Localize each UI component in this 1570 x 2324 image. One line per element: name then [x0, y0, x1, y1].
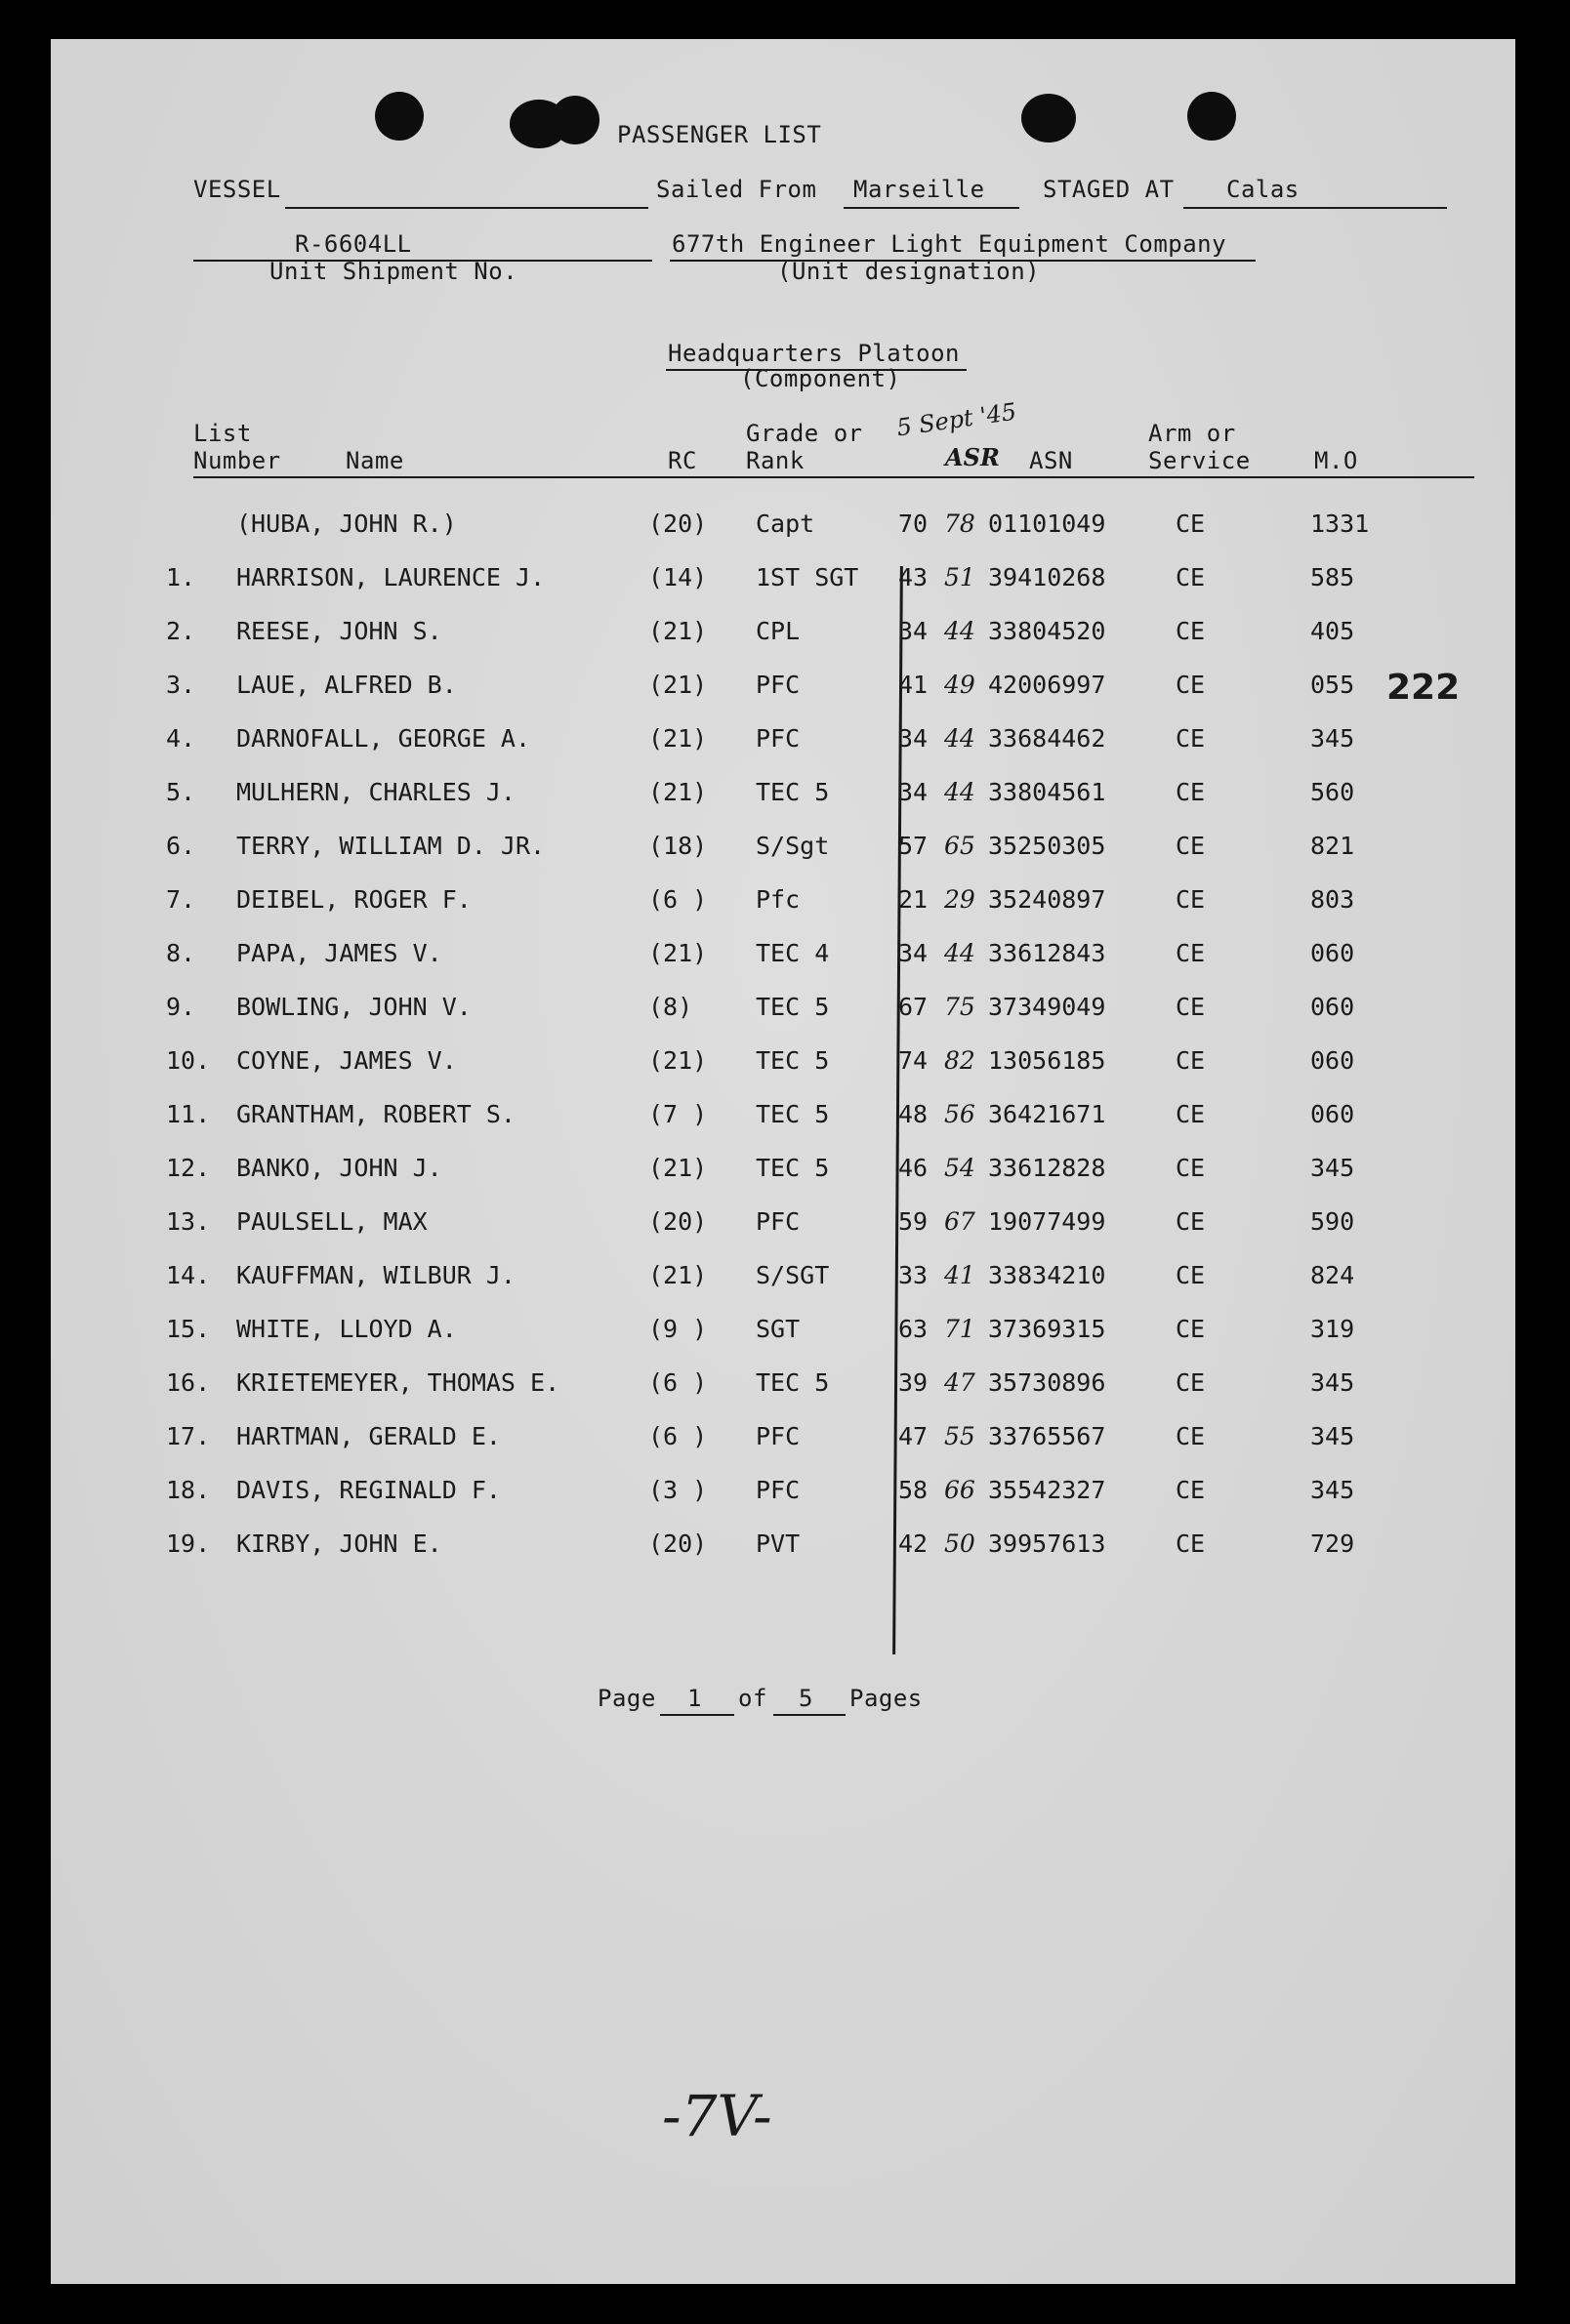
asr-score: 48 [898, 1100, 929, 1128]
asn-number: 37349049 [988, 993, 1106, 1021]
mos-code: 821 [1310, 832, 1355, 860]
asn-number: 13056185 [988, 1046, 1106, 1075]
asr-handwritten: 50 [944, 1529, 975, 1558]
passenger-name: KRIETEMEYER, THOMAS E. [236, 1368, 560, 1397]
rc-code: (7 ) [648, 1100, 708, 1128]
list-number: 16. [166, 1368, 211, 1397]
table-row [51, 1100, 1515, 1135]
component-label: (Component) [740, 365, 901, 392]
punch-hole [375, 92, 424, 141]
staged-at-underline [1183, 207, 1447, 209]
asn-number: 35240897 [988, 885, 1106, 914]
arm-service: CE [1176, 832, 1206, 860]
unit-shipment-value: R-6604LL [295, 230, 412, 258]
asr-handwritten: 44 [944, 939, 975, 967]
asr-handwritten: 75 [944, 993, 975, 1021]
passenger-name: BANKO, JOHN J. [236, 1154, 442, 1182]
pages-label: Pages [849, 1685, 923, 1712]
asn-number: 33684462 [988, 724, 1106, 753]
col-grade-bottom: Rank [746, 447, 805, 474]
grade-rank: 1ST SGT [756, 563, 859, 591]
asr-score: 34 [898, 617, 929, 645]
asn-number: 37369315 [988, 1315, 1106, 1343]
mos-code: 590 [1310, 1207, 1355, 1236]
mos-code: 060 [1310, 993, 1355, 1021]
rc-code: (21) [648, 724, 708, 753]
rc-code: (14) [648, 563, 708, 591]
list-number: 15. [166, 1315, 211, 1343]
asn-number: 33834210 [988, 1261, 1106, 1289]
table-row [51, 1422, 1515, 1457]
asr-handwritten: 49 [944, 671, 975, 699]
asr-score: 57 [898, 832, 929, 860]
asr-score: 41 [898, 671, 929, 699]
rc-code: (21) [648, 1154, 708, 1182]
mos-code: 345 [1310, 1154, 1355, 1182]
list-number: 19. [166, 1529, 211, 1558]
asr-score: 70 [898, 510, 929, 538]
table-row [51, 993, 1515, 1028]
arm-service: CE [1176, 1368, 1206, 1397]
asr-score: 34 [898, 778, 929, 806]
asr-handwritten: 54 [944, 1154, 975, 1182]
mos-code: 405 [1310, 617, 1355, 645]
col-number: Number [193, 447, 281, 474]
asr-handwritten: 78 [944, 510, 975, 538]
table-row [51, 939, 1515, 974]
arm-service: CE [1176, 724, 1206, 753]
rc-code: (20) [648, 1207, 708, 1236]
asr-score: 74 [898, 1046, 929, 1075]
bottom-handwritten-mark: -7V- [662, 2083, 772, 2149]
list-number: 2. [166, 617, 196, 645]
grade-rank: SGT [756, 1315, 801, 1343]
grade-rank: S/Sgt [756, 832, 830, 860]
asr-handwritten: 47 [944, 1368, 975, 1397]
table-row [51, 1261, 1515, 1296]
table-row [51, 1046, 1515, 1081]
asr-handwritten: 56 [944, 1100, 975, 1128]
grade-rank: CPL [756, 617, 801, 645]
unit-designation-label: (Unit designation) [777, 258, 1041, 285]
table-row [51, 778, 1515, 813]
mos-code: 345 [1310, 1368, 1355, 1397]
list-number: 4. [166, 724, 196, 753]
col-list: List [193, 420, 252, 447]
list-number: 17. [166, 1422, 211, 1450]
mos-code: 060 [1310, 939, 1355, 967]
table-row [51, 510, 1515, 545]
unit-shipment-label: Unit Shipment No. [269, 258, 518, 285]
sailed-from-underline [844, 207, 1019, 209]
header-rule [193, 476, 1474, 478]
asn-number: 19077499 [988, 1207, 1106, 1236]
passenger-name: REESE, JOHN S. [236, 617, 442, 645]
table-row [51, 1315, 1515, 1350]
rc-code: (21) [648, 1046, 708, 1075]
arm-service: CE [1176, 1529, 1206, 1558]
arm-service: CE [1176, 1100, 1206, 1128]
arm-service: CE [1176, 1422, 1206, 1450]
total-pages-underline [773, 1714, 846, 1716]
total-pages: 5 [799, 1685, 813, 1712]
passenger-name: DARNOFALL, GEORGE A. [236, 724, 531, 753]
asr-handwritten: 51 [944, 563, 975, 591]
arm-service: CE [1176, 885, 1206, 914]
staged-at-value: Calas [1226, 176, 1300, 203]
grade-rank: PFC [756, 1207, 801, 1236]
arm-service: CE [1176, 1154, 1206, 1182]
mos-code: 060 [1310, 1046, 1355, 1075]
passenger-name: HARRISON, LAURENCE J. [236, 563, 546, 591]
passenger-name: COYNE, JAMES V. [236, 1046, 457, 1075]
grade-rank: PVT [756, 1529, 801, 1558]
grade-rank: TEC 5 [756, 1100, 830, 1128]
page-number-underline [660, 1714, 734, 1716]
arm-service: CE [1176, 510, 1206, 538]
mos-code: 729 [1310, 1529, 1355, 1558]
asr-handwritten: 66 [944, 1476, 975, 1504]
asr-handwritten: 55 [944, 1422, 975, 1450]
table-row [51, 724, 1515, 759]
mos-code: 319 [1310, 1315, 1355, 1343]
table-row [51, 617, 1515, 652]
arm-service: CE [1176, 778, 1206, 806]
passenger-name: MULHERN, CHARLES J. [236, 778, 516, 806]
rc-code: (21) [648, 671, 708, 699]
punch-hole [1187, 92, 1236, 141]
list-number: 10. [166, 1046, 211, 1075]
arm-service: CE [1176, 563, 1206, 591]
mos-code: 560 [1310, 778, 1355, 806]
list-number: 13. [166, 1207, 211, 1236]
asr-handwritten: 82 [944, 1046, 975, 1075]
table-row [51, 671, 1515, 706]
mos-code: 803 [1310, 885, 1355, 914]
asr-score: 43 [898, 563, 929, 591]
asn-number: 33612828 [988, 1154, 1106, 1182]
list-number: 6. [166, 832, 196, 860]
arm-service: CE [1176, 617, 1206, 645]
rc-code: (18) [648, 832, 708, 860]
unit-designation-value: 677th Engineer Light Equipment Company [672, 230, 1227, 258]
table-row [51, 1368, 1515, 1404]
asr-handwritten: 65 [944, 832, 975, 860]
arm-service: CE [1176, 939, 1206, 967]
grade-rank: TEC 5 [756, 1046, 830, 1075]
rc-code: (21) [648, 1261, 708, 1289]
rc-code: (6 ) [648, 885, 708, 914]
asn-number: 36421671 [988, 1100, 1106, 1128]
col-asr: ASR [945, 443, 1000, 471]
col-arm-top: Arm or [1148, 420, 1236, 447]
mos-code: 585 [1310, 563, 1355, 591]
page-label: Page [598, 1685, 656, 1712]
arm-service: CE [1176, 1207, 1206, 1236]
table-row [51, 885, 1515, 920]
grade-rank: PFC [756, 724, 801, 753]
list-number: 18. [166, 1476, 211, 1504]
arm-service: CE [1176, 993, 1206, 1021]
mos-code: 345 [1310, 1476, 1355, 1504]
mos-code: 055 [1310, 671, 1355, 699]
rc-code: (21) [648, 778, 708, 806]
of-label: of [738, 1685, 767, 1712]
rc-code: (6 ) [648, 1422, 708, 1450]
rc-code: (9 ) [648, 1315, 708, 1343]
table-row [51, 563, 1515, 598]
rc-code: (21) [648, 939, 708, 967]
col-grade-top: Grade or [746, 420, 863, 447]
grade-rank: Capt [756, 510, 815, 538]
rc-code: (8) [648, 993, 693, 1021]
staged-at-label: STAGED AT [1043, 176, 1175, 203]
rc-code: (20) [648, 510, 708, 538]
mos-code: 1331 [1310, 510, 1370, 538]
passenger-name: PAULSELL, MAX [236, 1207, 428, 1236]
list-number: 14. [166, 1261, 211, 1289]
asn-number: 33765567 [988, 1422, 1106, 1450]
passenger-name: DAVIS, REGINALD F. [236, 1476, 501, 1504]
grade-rank: TEC 5 [756, 778, 830, 806]
vessel-underline [285, 207, 648, 209]
grade-rank: S/SGT [756, 1261, 830, 1289]
passenger-name: GRANTHAM, ROBERT S. [236, 1100, 516, 1128]
table-row [51, 1529, 1515, 1565]
asr-score: 39 [898, 1368, 929, 1397]
list-number: 5. [166, 778, 196, 806]
table-row [51, 1476, 1515, 1511]
mos-code: 345 [1310, 724, 1355, 753]
document-title: PASSENGER LIST [617, 121, 822, 148]
col-asr-note: 5 Sept '45 [894, 397, 1018, 442]
asr-score: 21 [898, 885, 929, 914]
table-row [51, 832, 1515, 867]
asn-number: 33804520 [988, 617, 1106, 645]
asn-number: 35730896 [988, 1368, 1106, 1397]
sailed-from-label: Sailed From [656, 176, 817, 203]
passenger-name: KAUFFMAN, WILBUR J. [236, 1261, 516, 1289]
asr-score: 58 [898, 1476, 929, 1504]
asr-score: 63 [898, 1315, 929, 1343]
asr-handwritten: 44 [944, 778, 975, 806]
component-value: Headquarters Platoon [668, 340, 960, 367]
col-rc: RC [668, 447, 697, 474]
rc-code: (3 ) [648, 1476, 708, 1504]
mos-code: 060 [1310, 1100, 1355, 1128]
document-page [51, 39, 1515, 2284]
asn-number: 39957613 [988, 1529, 1106, 1558]
passenger-name: HARTMAN, GERALD E. [236, 1422, 501, 1450]
passenger-name: DEIBEL, ROGER F. [236, 885, 472, 914]
passenger-name: (HUBA, JOHN R.) [236, 510, 457, 538]
table-row [51, 1154, 1515, 1189]
arm-service: CE [1176, 1046, 1206, 1075]
grade-rank: TEC 4 [756, 939, 830, 967]
grade-rank: PFC [756, 1476, 801, 1504]
asn-number: 33612843 [988, 939, 1106, 967]
arm-service: CE [1176, 1476, 1206, 1504]
asn-number: 01101049 [988, 510, 1106, 538]
asn-number: 33804561 [988, 778, 1106, 806]
asr-score: 59 [898, 1207, 929, 1236]
asr-score: 34 [898, 939, 929, 967]
asr-score: 33 [898, 1261, 929, 1289]
list-number: 11. [166, 1100, 211, 1128]
grade-rank: Pfc [756, 885, 801, 914]
sailed-from-value: Marseille [853, 176, 985, 203]
rc-code: (20) [648, 1529, 708, 1558]
list-number: 1. [166, 563, 196, 591]
rc-code: (6 ) [648, 1368, 708, 1397]
asn-number: 42006997 [988, 671, 1106, 699]
side-note: 222 [1386, 668, 1461, 708]
passenger-name: KIRBY, JOHN E. [236, 1529, 442, 1558]
asn-number: 39410268 [988, 563, 1106, 591]
col-asn: ASN [1029, 447, 1073, 474]
grade-rank: TEC 5 [756, 1368, 830, 1397]
list-number: 7. [166, 885, 196, 914]
asr-score: 42 [898, 1529, 929, 1558]
rc-code: (21) [648, 617, 708, 645]
grade-rank: TEC 5 [756, 1154, 830, 1182]
asr-score: 46 [898, 1154, 929, 1182]
asr-handwritten: 44 [944, 617, 975, 645]
asr-handwritten: 67 [944, 1207, 975, 1236]
asr-handwritten: 41 [944, 1261, 975, 1289]
passenger-name: LAUE, ALFRED B. [236, 671, 457, 699]
punch-hole [551, 96, 599, 144]
asn-number: 35542327 [988, 1476, 1106, 1504]
grade-rank: TEC 5 [756, 993, 830, 1021]
passenger-name: TERRY, WILLIAM D. JR. [236, 832, 546, 860]
mos-code: 345 [1310, 1422, 1355, 1450]
table-row [51, 1207, 1515, 1243]
asr-handwritten: 44 [944, 724, 975, 753]
mos-code: 824 [1310, 1261, 1355, 1289]
col-name: Name [346, 447, 404, 474]
list-number: 3. [166, 671, 196, 699]
passenger-name: BOWLING, JOHN V. [236, 993, 472, 1021]
list-number: 12. [166, 1154, 211, 1182]
asr-handwritten: 71 [944, 1315, 975, 1343]
passenger-name: WHITE, LLOYD A. [236, 1315, 457, 1343]
grade-rank: PFC [756, 1422, 801, 1450]
arm-service: CE [1176, 1261, 1206, 1289]
arm-service: CE [1176, 1315, 1206, 1343]
punch-hole [1021, 94, 1076, 143]
col-mos: M.O [1314, 447, 1358, 474]
asr-score: 47 [898, 1422, 929, 1450]
list-number: 8. [166, 939, 196, 967]
list-number: 9. [166, 993, 196, 1021]
asn-number: 35250305 [988, 832, 1106, 860]
page-number: 1 [687, 1685, 702, 1712]
arm-service: CE [1176, 671, 1206, 699]
asr-score: 67 [898, 993, 929, 1021]
col-arm-bottom: Service [1148, 447, 1251, 474]
vessel-label: VESSEL [193, 176, 281, 203]
asr-handwritten: 29 [944, 885, 975, 914]
grade-rank: PFC [756, 671, 801, 699]
passenger-name: PAPA, JAMES V. [236, 939, 442, 967]
asr-score: 34 [898, 724, 929, 753]
